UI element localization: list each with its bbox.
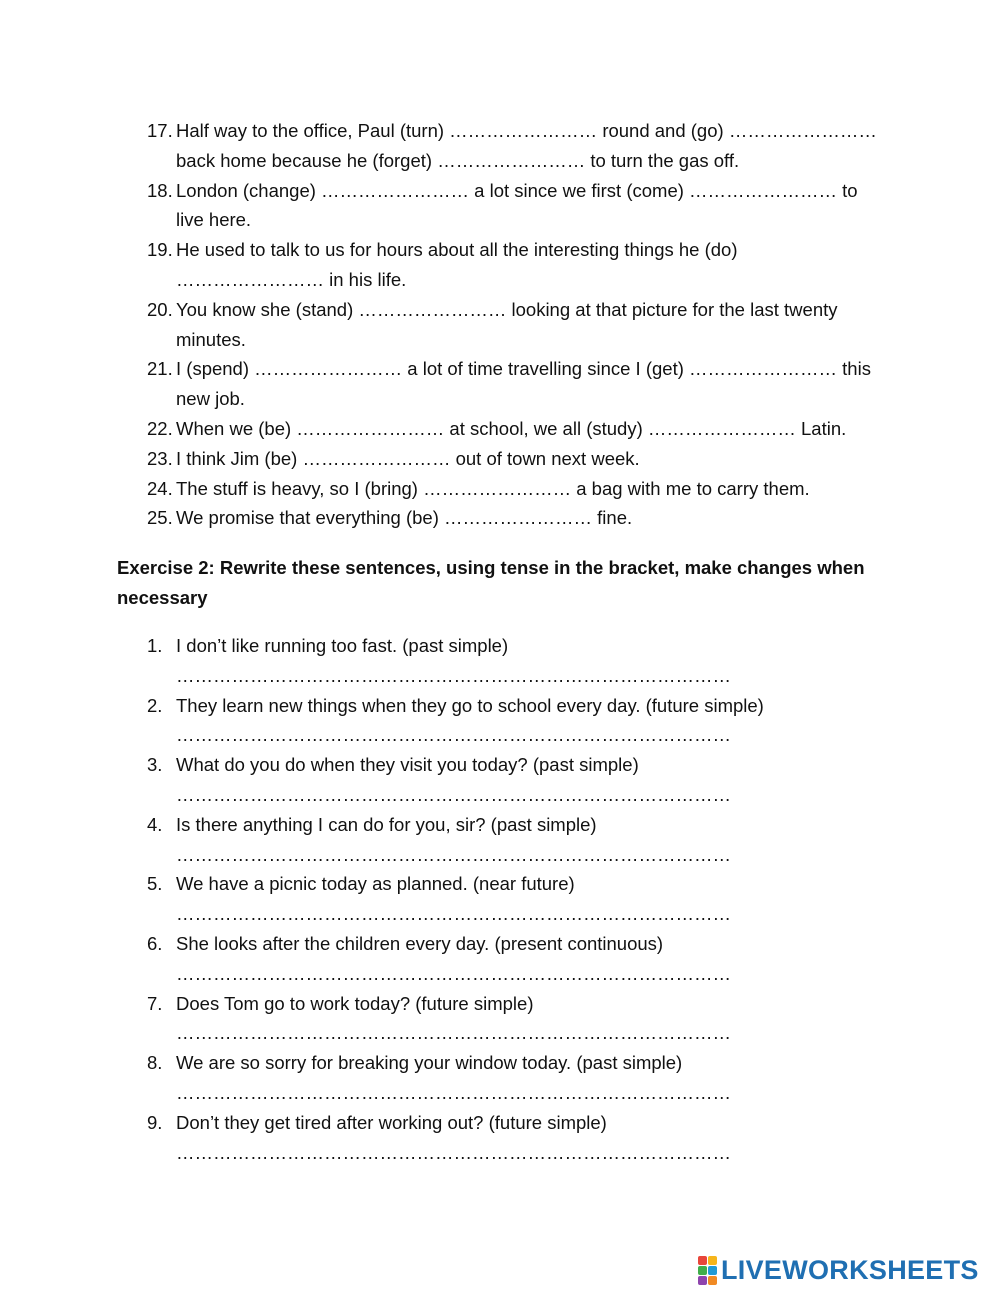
answer-line[interactable]: ……………………………………………………………………………… [176,783,731,805]
answer-line[interactable]: ……………………………………………………………………………… [176,962,731,984]
exercise2-heading: Exercise 2: Rewrite these sentences, using tense in the bracket, make changes when necessary [117,557,865,608]
item-text: We promise that everything (be) …………………… fine. [176,507,633,529]
list-item [147,503,887,533]
list-item [147,631,907,691]
list-item [147,1048,907,1108]
logo-block [698,1256,707,1265]
item-text: We are so sorry for breaking your window today. (past simple) [176,1052,683,1074]
item-text: I (spend) …………………… a lot of time travelling since I (get) …………………… this new job. [176,358,871,410]
item-number: 1. [147,635,163,656]
item-text: Don’t they get tired after working out? (future simple) [176,1111,607,1133]
exercise1-list [147,116,887,533]
logo-block [698,1276,707,1285]
item-text: Does Tom go to work today? (future simple) [176,992,534,1014]
logo-block [708,1266,717,1275]
item-text: When we (be) …………………… at school, we all (study) …………………… Latin. [176,417,847,439]
answer-line[interactable]: ……………………………………………………………………………… [176,1141,731,1163]
item-number: 5. [147,873,163,895]
item-number: 2. [147,694,163,716]
item-text: London (change) …………………… a lot since we first (come) …………………… to live here. [176,179,858,231]
item-text: You know she (stand) …………………… looking at that picture for the last twenty minutes. [176,298,838,350]
list-item [147,810,907,870]
answer-line[interactable]: ……………………………………………………………………………… [176,664,731,686]
list-item [147,176,887,236]
liveworksheets-logo [698,1256,979,1284]
item-text: I don’t like running too fast. (past simple) [176,635,509,656]
answer-line[interactable]: ……………………………………………………………………………… [176,724,731,746]
list-item [147,474,887,504]
list-item [147,444,887,474]
item-number: 6. [147,932,163,954]
logo-block [698,1266,707,1275]
logo-block [708,1256,717,1265]
item-number: 18. [147,179,173,201]
logo-blocks-icon [698,1256,717,1285]
answer-line[interactable]: ……………………………………………………………………………… [176,1081,731,1103]
item-number: 20. [147,298,173,320]
list-item [147,1108,907,1168]
list-item [147,989,907,1049]
list-item [147,750,907,810]
item-number: 7. [147,992,163,1014]
item-text: I think Jim (be) …………………… out of town next week. [176,447,640,469]
item-number: 25. [147,507,173,529]
answer-line[interactable]: ……………………………………………………………………………… [176,1022,731,1044]
answer-line[interactable]: ……………………………………………………………………………… [176,843,731,865]
item-number: 22. [147,417,173,439]
item-number: 21. [147,358,173,380]
item-text: The stuff is heavy, so I (bring) …………………… a bag with me to carry them. [176,477,810,499]
item-text: She looks after the children every day. (present continuous) [176,932,664,954]
item-number: 19. [147,239,173,261]
item-number: 8. [147,1052,163,1074]
logo-block [708,1276,717,1285]
item-number: 4. [147,813,163,835]
exercise2-list [147,631,907,1167]
list-item [147,354,887,414]
logo-text: LIVEWORKSHEETS [721,1254,979,1285]
item-text: Is there anything I can do for you, sir? (past simple) [176,813,597,835]
item-text: He used to talk to us for hours about all the interesting things he (do) …………………… in his life. [176,239,738,290]
list-item [147,116,887,176]
list-item [147,235,887,295]
item-number: 9. [147,1111,163,1133]
list-item [147,414,887,444]
item-text: Half way to the office, Paul (turn) …………………… round and (go) …………………… back home because he (forget) …………………… to turn the gas off. [176,120,877,171]
list-item [147,691,907,751]
item-number: 17. [147,120,173,141]
list-item [147,295,887,355]
item-number: 3. [147,754,163,776]
item-number: 23. [147,447,173,469]
list-item [147,869,907,929]
item-text: What do you do when they visit you today? (past simple) [176,754,639,776]
list-item [147,929,907,989]
item-text: They learn new things when they go to school every day. (future simple) [176,694,764,716]
item-number: 24. [147,477,173,499]
answer-line[interactable]: ……………………………………………………………………………… [176,903,731,925]
item-text: We have a picnic today as planned. (near future) [176,873,575,895]
